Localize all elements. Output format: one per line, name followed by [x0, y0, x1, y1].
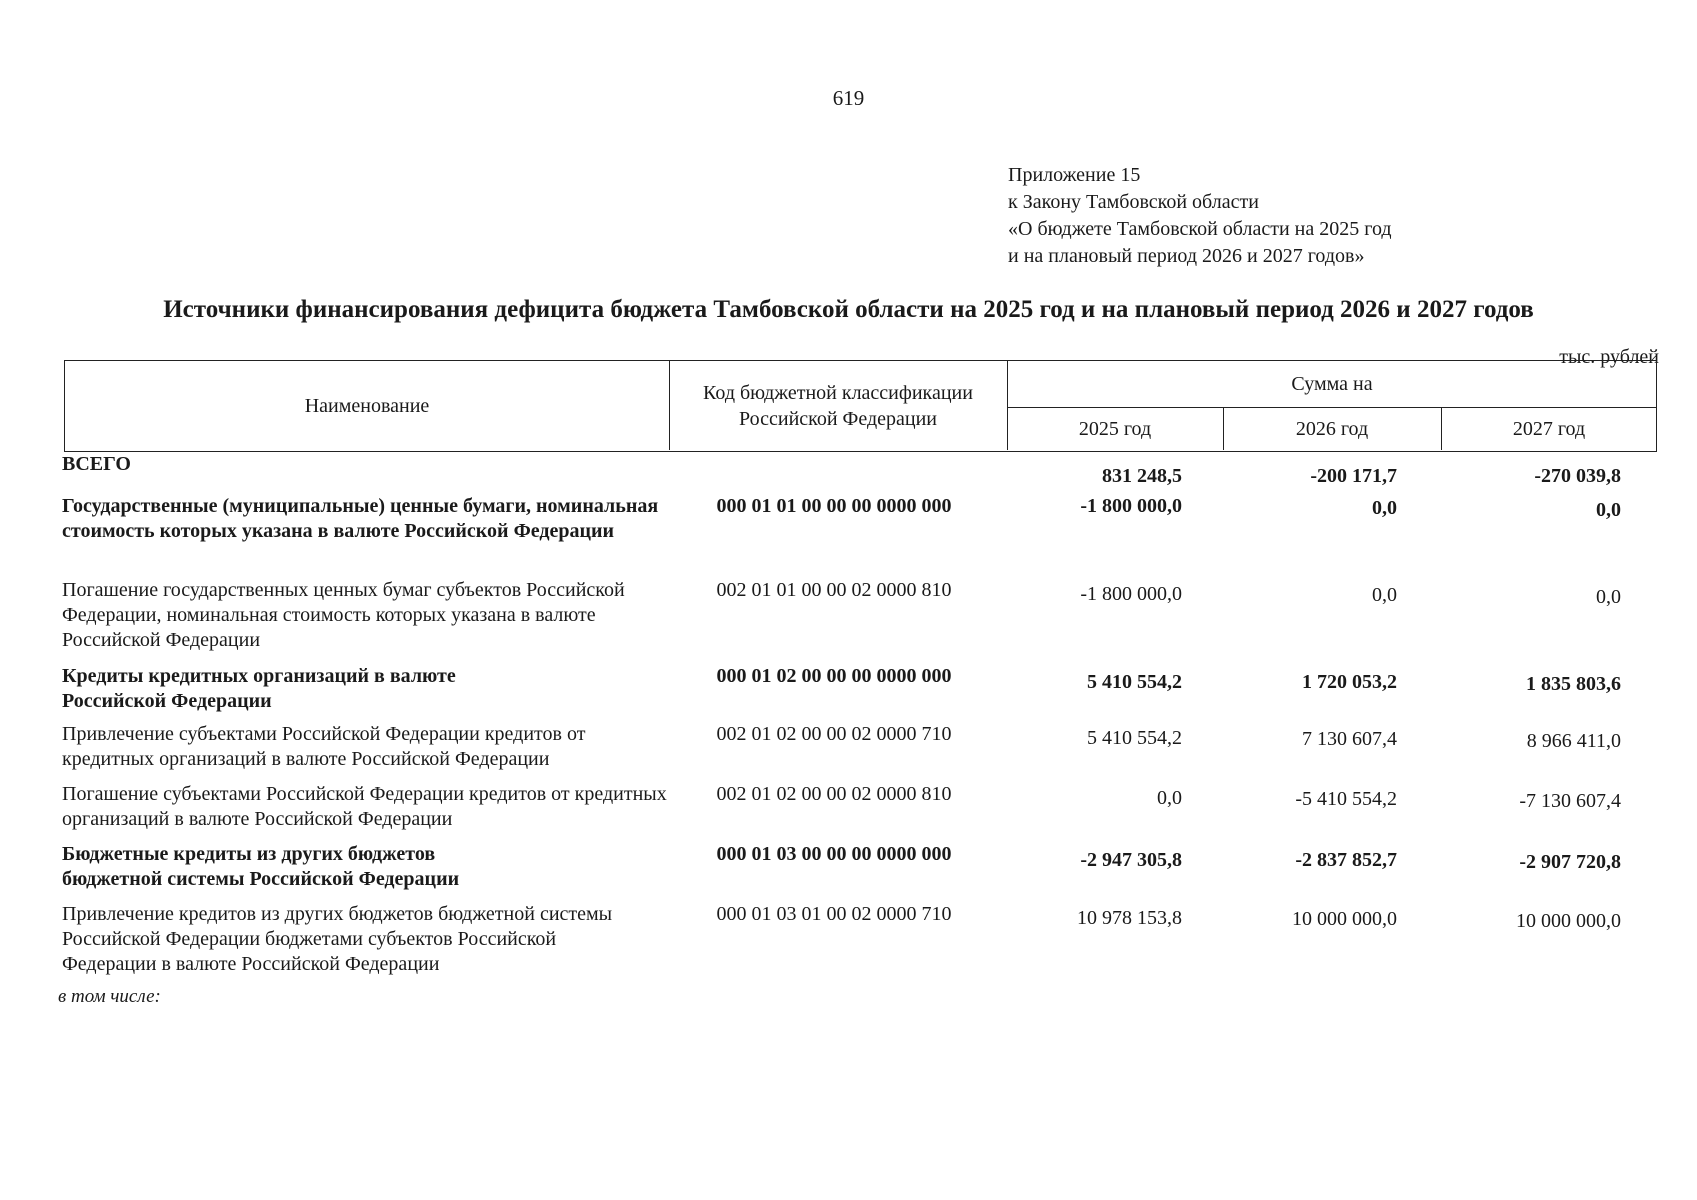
header-year-2025: 2025 год	[1007, 407, 1224, 450]
row-value-2025: 5 410 554,2	[1087, 727, 1182, 749]
row-value-2027: 8 966 411,0	[1526, 730, 1621, 752]
row-value-2027: -2 907 720,8	[1519, 851, 1621, 873]
row-value-2026: -200 171,7	[1310, 465, 1397, 487]
row-name: Привлечение кредитов из других бюджетов бюджетной системы Российской Федерации бюджетами субъектов Российской Федерации в валюте Российской Федерации	[62, 903, 613, 975]
row-value-2027: 0,0	[1596, 499, 1621, 521]
header-code	[669, 361, 1008, 450]
row-code: 000 01 03 00 00 00 0000 000	[716, 843, 952, 865]
row-value-2025: -1 800 000,0	[1080, 583, 1182, 605]
header-sum: Сумма на	[1007, 361, 1657, 408]
row-name: Государственные (муниципальные) ценные бумаги, номинальная стоимость которых указана в валюте Российской Федерации	[62, 495, 659, 542]
appendix-block	[1008, 162, 1392, 270]
header-year-2026: 2026 год	[1223, 407, 1442, 450]
units-label: тыс. рублей	[1559, 346, 1659, 368]
header-code-text: Код бюджетной классификации Российской Федерации	[703, 381, 973, 430]
row-value-2026: -2 837 852,7	[1295, 849, 1397, 871]
header-year-2027: 2027 год	[1512, 417, 1586, 440]
appendix-line-2: к Закону Тамбовской области	[1008, 191, 1259, 213]
row-name: Привлечение субъектами Российской Федерации кредитов от кредитных организаций в валюте Российской Федерации	[62, 723, 586, 770]
row-value-2027: -7 130 607,4	[1519, 790, 1621, 812]
note-including: в том числе:	[58, 986, 161, 1007]
row-value-2025: -2 947 305,8	[1080, 849, 1182, 871]
row-code: 000 01 03 01 00 02 0000 710	[716, 903, 952, 925]
row-value-2025: 10 978 153,8	[1077, 907, 1182, 929]
row-name: ВСЕГО	[62, 453, 131, 475]
row-value-2025: -1 800 000,0	[1080, 495, 1182, 517]
row-value-2025: 5 410 554,2	[1087, 671, 1182, 693]
header-name: Наименование	[65, 361, 670, 450]
row-code: 000 01 02 00 00 00 0000 000	[716, 665, 952, 687]
row-value-2026: -5 410 554,2	[1295, 788, 1397, 810]
appendix-line-3: «О бюджете Тамбовской области на 2025 год	[1008, 218, 1392, 240]
row-name: Погашение государственных ценных бумаг субъектов Российской Федерации, номинальная стоимость которых указана в валюте Российской Федерации	[62, 579, 625, 651]
page-number: 619	[832, 86, 865, 110]
row-code: 000 01 01 00 00 00 0000 000	[716, 495, 952, 517]
row-value-2027: 1 835 803,6	[1526, 673, 1621, 695]
row-value-2026: 7 130 607,4	[1302, 728, 1397, 750]
row-code: 002 01 01 00 00 02 0000 810	[716, 579, 952, 601]
row-value-2027: -270 039,8	[1534, 465, 1621, 487]
row-value-2027: 0,0	[1596, 586, 1621, 608]
document-title: Источники финансирования дефицита бюджета Тамбовской области на 2025 год и на плановый период 2026 и 2027 годов	[163, 296, 1534, 323]
row-code: 002 01 02 00 00 02 0000 710	[716, 723, 952, 745]
row-value-2025: 0,0	[1157, 787, 1182, 809]
row-value-2026: 0,0	[1372, 584, 1397, 606]
row-name: Бюджетные кредиты из других бюджетов бюджетной системы Российской Федерации	[62, 843, 460, 890]
row-value-2027: 10 000 000,0	[1516, 910, 1621, 932]
row-name: Погашение субъектами Российской Федерации кредитов от кредитных организаций в валюте Российской Федерации	[62, 783, 667, 830]
appendix-line-1: Приложение 15	[1008, 164, 1141, 186]
row-value-2025: 831 248,5	[1102, 465, 1182, 487]
row-value-2026: 10 000 000,0	[1292, 908, 1397, 930]
appendix-line-4: и на плановый период 2026 и 2027 годов»	[1008, 245, 1365, 267]
table-header	[64, 360, 1657, 452]
row-value-2026: 1 720 053,2	[1302, 671, 1397, 693]
row-name: Кредиты кредитных организаций в валюте Российской Федерации	[62, 665, 456, 712]
row-value-2026: 0,0	[1372, 497, 1397, 519]
row-code: 002 01 02 00 00 02 0000 810	[716, 783, 952, 805]
